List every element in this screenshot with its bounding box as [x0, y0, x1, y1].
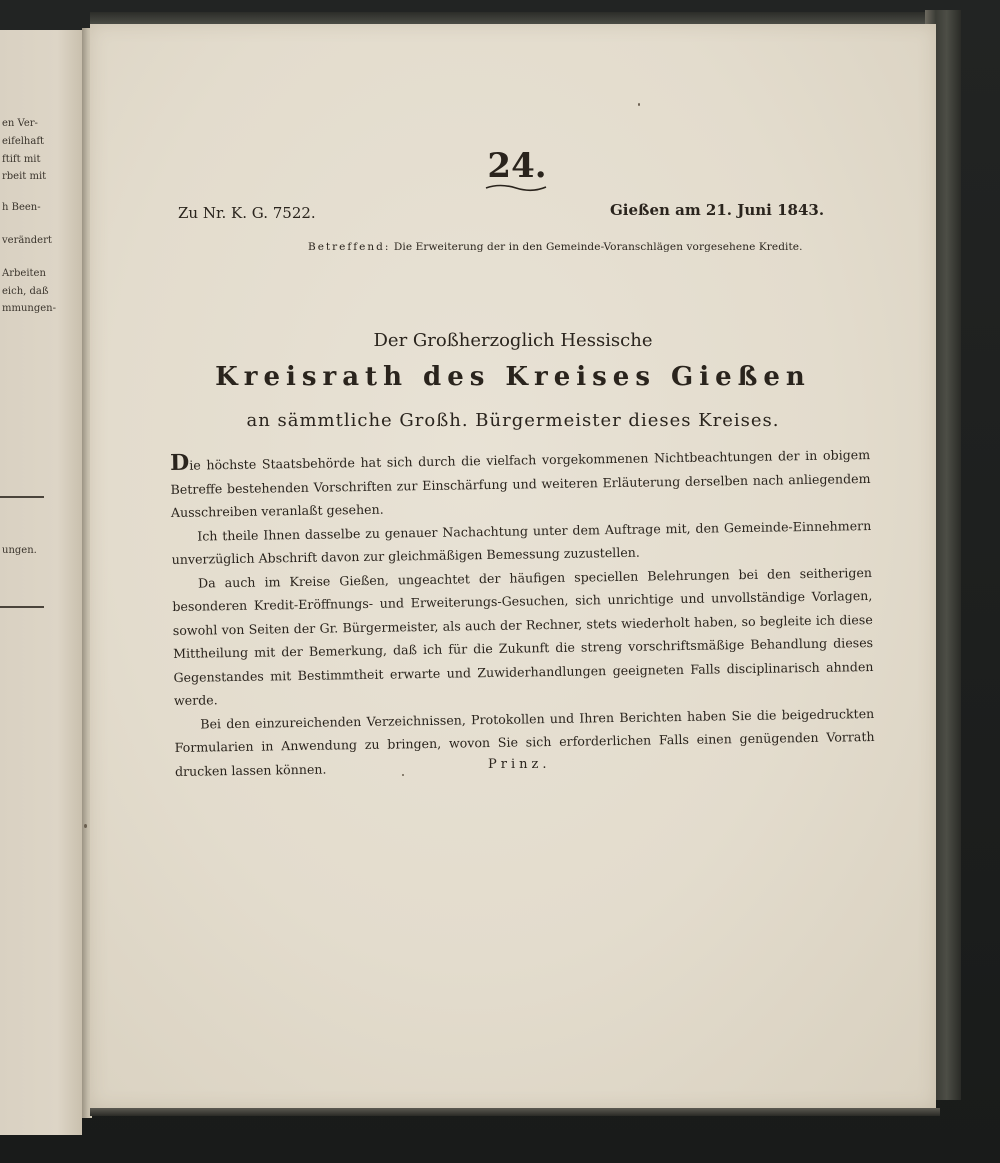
left-page-fragment: rbeit mit [2, 171, 47, 182]
left-page-fragment: en Ver- [2, 118, 38, 129]
document-page [90, 24, 936, 1109]
left-page-fragment: eifelhaft [2, 136, 45, 147]
heading-office: Kreisrath des Kreises Gießen [215, 362, 811, 392]
reference-number: Zu Nr. K. G. 7522. [178, 204, 316, 222]
document-number: 24. [487, 146, 547, 186]
left-page-fragment: ftift mit [2, 154, 41, 165]
left-page-fragment: Arbeiten [2, 268, 46, 279]
document-body [170, 441, 875, 783]
left-page-fragment: eich, daß [2, 286, 49, 297]
subject-line [308, 241, 803, 253]
left-page-rule [0, 606, 44, 608]
signature: Prinz. [488, 757, 551, 772]
book-bottom-edge [90, 1108, 940, 1116]
paragraph: Da auch im Kreise Gießen, ungeachtet der häufigen speciellen Belehrungen bei den seitherigen besonderen Kredit-Eröffnungs- und Erweiterungs-Gesuchen, sich unrichtige und unvollständige Vorlagen, sowohl von Seiten der Gr. Bürgermeister, als auch der Rechner, stets wiederholt haben, so begleite ich diese Mittheilung mit der Bemerkung, daß ich für die Zukunft die streng vorschriftsmäßige Behandlung dieses Gegenstandes mit Bestimmtheit erwarte und Zuwiderhandlungen geeigneten Falls disciplinarisch ahnden werde. [172, 564, 874, 708]
paragraph: Ich theile Ihnen dasselbe zu genauer Nachachtung unter dem Auftrage mit, den Gemeinde-Einnehmern unverzüglich Abschrift davon zur gleichmäßigen Bemessung zuzustellen. [171, 517, 872, 567]
subject-text: Die Erweiterung der in den Gemeinde-Voranschlägen vorgesehene Kredite. [393, 241, 803, 253]
left-page-fragment: mmungen- [2, 303, 56, 314]
heading-addressees: an sämmtliche Großh. Bürgermeister dieses Kreises. [246, 410, 780, 431]
left-facing-page [0, 30, 82, 1135]
number-flourish [484, 182, 548, 192]
paper-speck [84, 824, 87, 828]
left-page-fragment: verändert [2, 235, 52, 246]
subject-label: Betreffend: [308, 241, 391, 253]
paragraph-text: ie höchste Staatsbehörde hat sich durch die vielfach vorgekommenen Nichtbeachtungen der in obigem Betreffe bestehenden Vorschriften zur Einschärfung und weiteren Erläuterung derselben nach anliegendem Ausschreiben veranlaßt gesehen. [170, 447, 871, 520]
paragraph: Bei den einzureichenden Verzeichnissen, Protokollen und Ihren Berichten haben Sie die beigedruckten Formularien in Anwendung zu bringen, wovon Sie sich erforderlichen Falls einen genügenden Vorrath drucken lassen können. [174, 705, 875, 779]
paper-speck [638, 103, 640, 106]
left-page-rule [0, 496, 44, 498]
drop-cap: D [169, 449, 190, 476]
heading-authority: Der Großherzoglich Hessische [373, 330, 653, 351]
left-page-fragment: h Been- [2, 202, 41, 213]
paragraph [170, 441, 871, 524]
place-and-date: Gießen am 21. Juni 1843. [610, 201, 825, 219]
left-page-fragment: ungen. [2, 545, 37, 556]
paper-speck [402, 774, 404, 776]
